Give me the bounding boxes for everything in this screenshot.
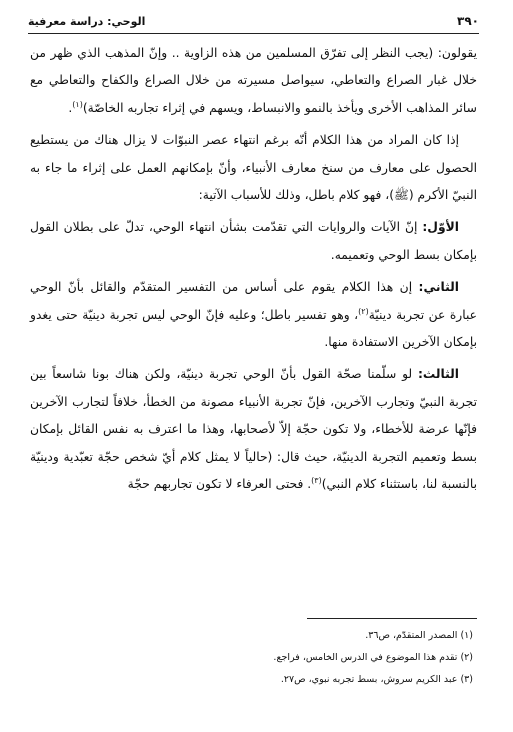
- footnotes: [30, 625, 473, 691]
- footnote-2: (٢) تقدم هذا الموضوع في الدرس الخامس، فراجع.: [273, 652, 473, 663]
- point-three-text-b: . فحتى العرفاء لا تكون تجاربهم حجّة: [127, 477, 312, 492]
- body-text: [30, 40, 477, 504]
- page-header: [28, 12, 479, 30]
- footnote-3: (٣) عبد الكريم سروش، بسط تجربه نبوي، ص٢٧.: [280, 674, 473, 685]
- point-one-label: الأوّل:: [422, 220, 459, 235]
- footnote-ref-1: (١): [72, 99, 83, 109]
- paragraph-1-text: يقولون: (يجب النظر إلى تفرّق المسلمين من هذه الزاوية .. وإنّ المذهب الذي ظهر من خلال غبار الصراع والتعاطي، سيواصل مسيرته من خلال الصراع والكفاح والتعاطي مع سائر المذاهب الأخرى ويأخذ بالنمو والانبساط، ويسهم في إثراء تجاربه الخاصّة): [30, 46, 477, 115]
- point-three-label: الثالث:: [417, 367, 459, 382]
- page-number: ٣٩٠: [457, 14, 479, 28]
- header-divider: [28, 33, 479, 34]
- footnote-1: (١) المصدر المتقدّم، ص٣٦.: [365, 630, 473, 641]
- running-title: الوحي: دراسة معرفية: [28, 14, 146, 28]
- paragraph-2-text: إذا كان المراد من هذا الكلام أنّه برغم انتهاء عصر النبوّات لا يزال هناك من يستطيع الحصول على معارف من سنخ معارف الأنبياء، وأنّ بإمكانهم العمل على إثراء ما جاء به النبيّ الأكرم (ﷺ)، فهو كلام باطل، وذلك للأسباب الآتية:: [30, 133, 477, 203]
- point-one-text: إنّ الآيات والروايات التي تقدّمت بشأن انتهاء الوحي، تدلّ على بطلان القول بإمكان بسط الوحي وتعميمه.: [30, 220, 477, 262]
- footnote-ref-3: (٣): [311, 476, 322, 485]
- paragraph-1: يقولون: (يجب النظر إلى تفرّق المسلمين من هذه الزاوية .. وإنّ المذهب الذي ظهر من خلال غبار الصراع والتعاطي، سيواصل مسيرته من خلال الصراع والكفاح والتعاطي مع سائر المذاهب الأخرى ويأخذ بالنمو والانبساط، ويسهم في إثراء تجاربه الخاصّة)$^{(١)}$.: [30, 46, 477, 115]
- point-two-text-b: ، وهو تفسير باطل؛ وعليه فإنّ الوحي ليس تجربة دينيّة حتى يغدو بإمكان الآخرين الاستفادة منها.: [30, 307, 477, 350]
- footnote-divider: [307, 618, 477, 619]
- point-two-text-a: إن هذا الكلام يقوم على أساس من التفسير المتقدّم والقائل بأنّ الوحي عبارة عن تجربة دينيّة: [30, 280, 477, 322]
- paragraph-4: [30, 274, 477, 356]
- point-two-label: الثاني:: [418, 280, 459, 295]
- footnote-ref-2: (٢): [358, 306, 369, 316]
- point-three-text-a: لو سلّمنا صحّة القول بأنّ الوحي تجربة دينيّة، ولكن هناك بونا شاسعاً بين تجربة النبيّ وتجارب الآخرين، فإنّ تجربة الأنبياء مصونة من الخطأ، خلافاً لتجارب الآخرين فإنّها عرضة للأخطاء، ولا تكون حجّة إلاّ لأصحابها، وهذا ما اعترف به نفس القائل بإمكان بسط وتعميم التجربة الدينيّة، حيث قال: (حالياً لا يمثل كلام أيّ شخص حجّة تعبّدية ودينيّة بالنسبة لنا، باستثناء كلام النبي): [30, 367, 477, 492]
- paragraph-5: [30, 361, 477, 498]
- paragraph-2: [30, 127, 477, 209]
- paragraph-3: [30, 214, 477, 269]
